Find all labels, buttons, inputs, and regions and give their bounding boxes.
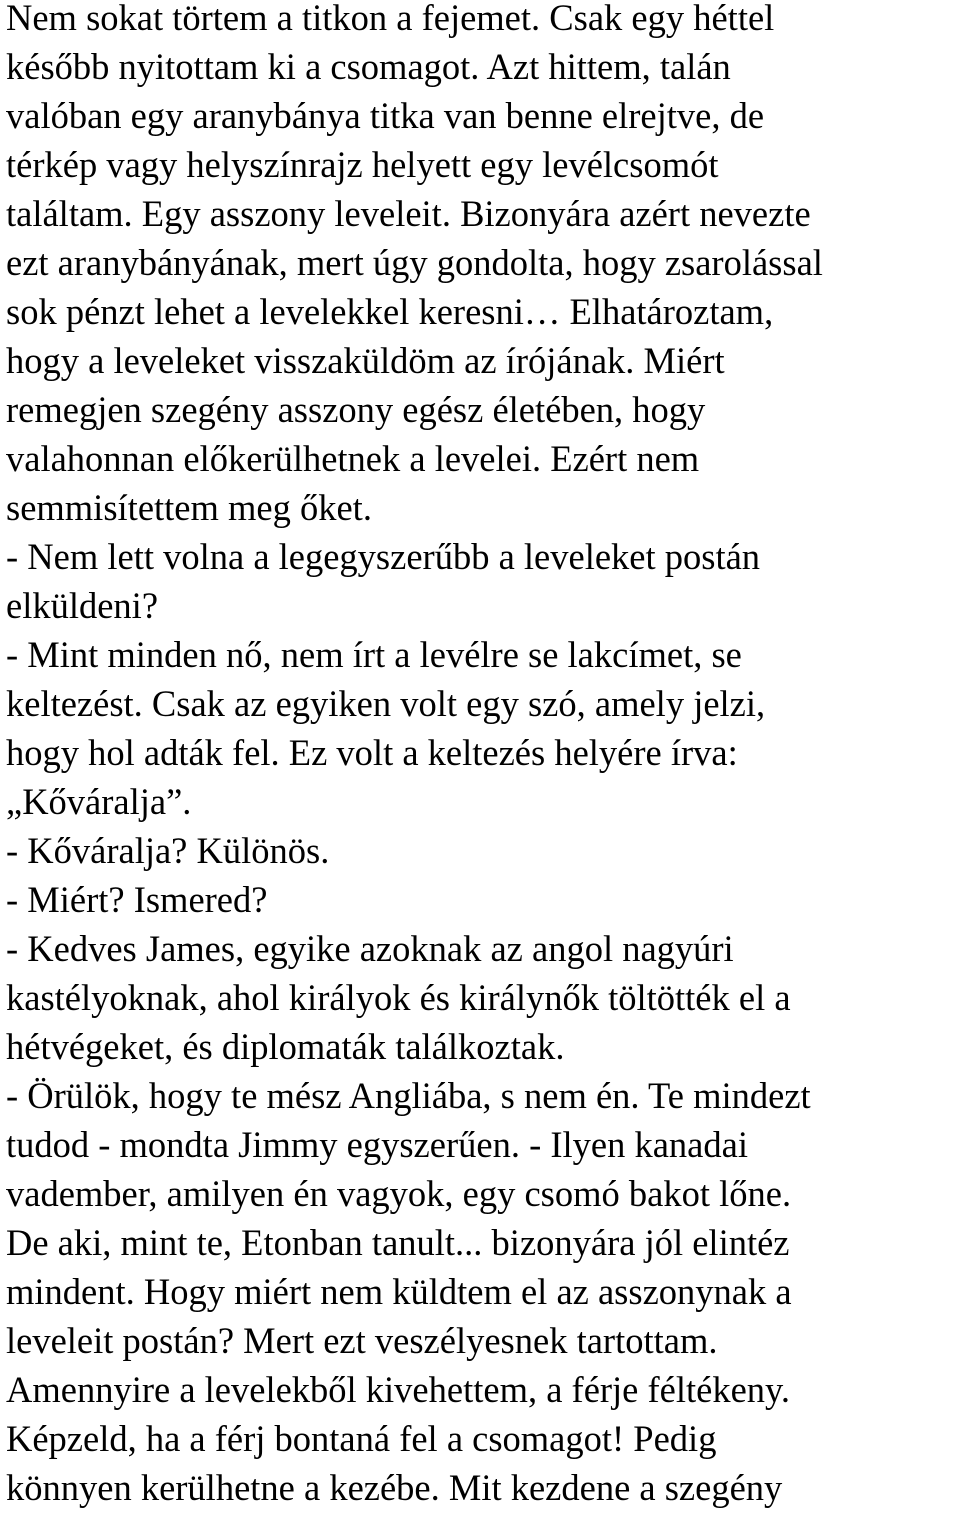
text-line: hogy a leveleket visszaküldöm az írójának. Miért (6, 340, 725, 381)
text-line: semmisítettem meg őket. (6, 487, 372, 528)
text-line: - Örülök, hogy te mész Angliába, s nem én. Te mindezt (6, 1075, 811, 1116)
text-line: tudod - mondta Jimmy egyszerűen. - Ilyen kanadai (6, 1124, 748, 1165)
text-line: sok pénzt lehet a levelekkel keresni… Elhatároztam, (6, 291, 774, 332)
text-line: Képzeld, ha a férj bontaná fel a csomagot! Pedig (6, 1418, 717, 1459)
text-line: Nem sokat törtem a titkon a fejemet. Csak egy héttel (6, 0, 775, 38)
text-line: - Mint minden nő, nem írt a levélre se lakcímet, se (6, 634, 742, 675)
text-line: térkép vagy helyszínrajz helyett egy levélcsomót (6, 144, 719, 185)
text-line: - Kőváralja? Különös. (6, 830, 330, 871)
text-line: leveleit postán? Mert ezt veszélyesnek tartottam. (6, 1320, 718, 1361)
text-line: „Kőváralja”. (6, 781, 192, 822)
text-line: remegjen szegény asszony egész életében, hogy (6, 389, 706, 430)
text-line: ezt aranybányának, mert úgy gondolta, hogy zsarolással (6, 242, 823, 283)
text-line: - Miért? Ismered? (6, 879, 268, 920)
text-line: Amennyire a levelekből kivehettem, a férje féltékeny. (6, 1369, 791, 1410)
text-line: valahonnan előkerülhetnek a levelei. Ezért nem (6, 438, 700, 479)
text-line: hétvégeket, és diplomaták találkoztak. (6, 1026, 565, 1067)
text-line: könnyen kerülhetne a kezébe. Mit kezdene a szegény (6, 1467, 783, 1508)
text-line: valóban egy aranybánya titka van benne elrejtve, de (6, 95, 765, 136)
text-line: később nyitottam ki a csomagot. Azt hittem, talán (6, 46, 731, 87)
text-line: - Nem lett volna a legegyszerűbb a leveleket postán (6, 536, 761, 577)
text-line: keltezést. Csak az egyiken volt egy szó, amely jelzi, (6, 683, 766, 724)
text-line: De aki, mint te, Etonban tanult... bizonyára jól elintéz (6, 1222, 790, 1263)
text-line: elküldeni? (6, 585, 159, 626)
text-line: kastélyoknak, ahol királyok és királynők töltötték el a (6, 977, 791, 1018)
text-line: mindent. Hogy miért nem küldtem el az asszonynak a (6, 1271, 792, 1312)
text-line: - Kedves James, egyike azoknak az angol nagyúri (6, 928, 734, 969)
text-line: találtam. Egy asszony leveleit. Bizonyára azért nevezte (6, 193, 811, 234)
text-line: hogy hol adták fel. Ez volt a keltezés helyére írva: (6, 732, 738, 773)
text-line: vadember, amilyen én vagyok, egy csomó bakot lőne. (6, 1173, 792, 1214)
